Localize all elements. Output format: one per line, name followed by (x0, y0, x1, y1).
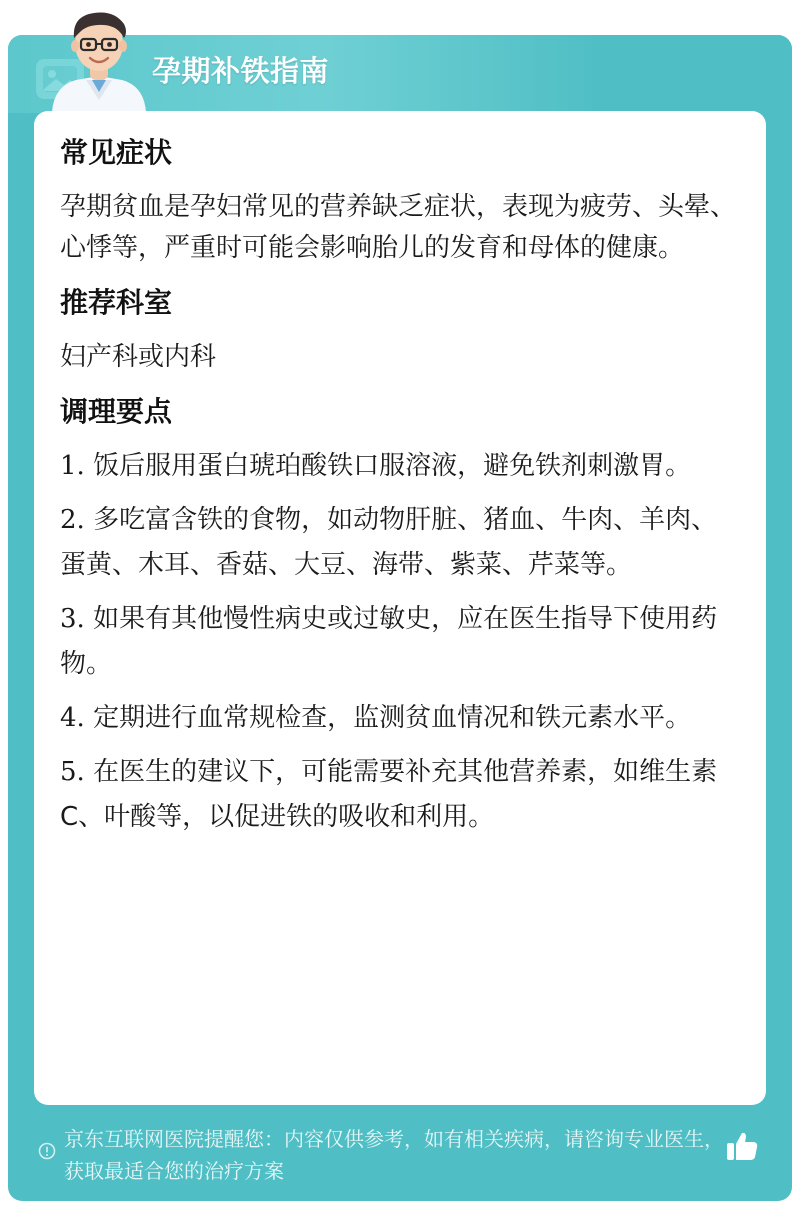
thumbs-up-icon[interactable] (724, 1128, 760, 1164)
item-number: 2. (60, 505, 85, 535)
list-item (60, 696, 740, 741)
list-item (60, 444, 740, 489)
care-list (60, 444, 740, 840)
list-item (60, 498, 740, 588)
disclaimer-text: 京东互联网医院提醒您：内容仅供参考，如有相关疾病，请咨询专业医生，获取最适合您的治疗方案 (64, 1127, 724, 1183)
item-text: 多吃富含铁的食物，如动物肝脏、猪血、牛肉、羊肉、蛋黄、木耳、香菇、大豆、海带、紫菜、芹菜等。 (60, 505, 718, 580)
item-text: 如果有其他慢性病史或过敏史，应在医生指导下使用药物。 (60, 604, 718, 679)
item-text: 定期进行血常规检查，监测贫血情况和铁元素水平。 (93, 703, 692, 733)
department-text: 妇产科或内科 (60, 342, 217, 372)
item-number: 5. (60, 757, 85, 787)
list-item (60, 750, 740, 840)
section-heading-symptoms: 常见症状 (60, 136, 173, 169)
symptoms-text: 孕期贫血是孕妇常见的营养缺乏症状，表现为疲劳、头晕、心悸等，严重时可能会影响胎儿的发育和母体的健康。 (60, 192, 737, 263)
page-title: 孕期补铁指南 (152, 54, 330, 88)
content-panel (34, 111, 766, 1105)
item-text: 在医生的建议下，可能需要补充其他营养素，如维生素C、叶酸等，以促进铁的吸收和利用。 (60, 757, 718, 832)
item-number: 1. (60, 451, 85, 481)
footer-disclaimer (38, 1121, 724, 1191)
section-heading-care: 调理要点 (60, 395, 173, 428)
item-text: 饭后服用蛋白琥珀酸铁口服溶液，避免铁剂刺激胃。 (93, 451, 692, 481)
doctor-avatar (44, 6, 154, 112)
list-item (60, 597, 740, 687)
item-number: 4. (60, 703, 85, 733)
item-number: 3. (60, 604, 85, 634)
section-heading-department: 推荐科室 (60, 286, 173, 319)
info-icon (38, 1142, 56, 1160)
